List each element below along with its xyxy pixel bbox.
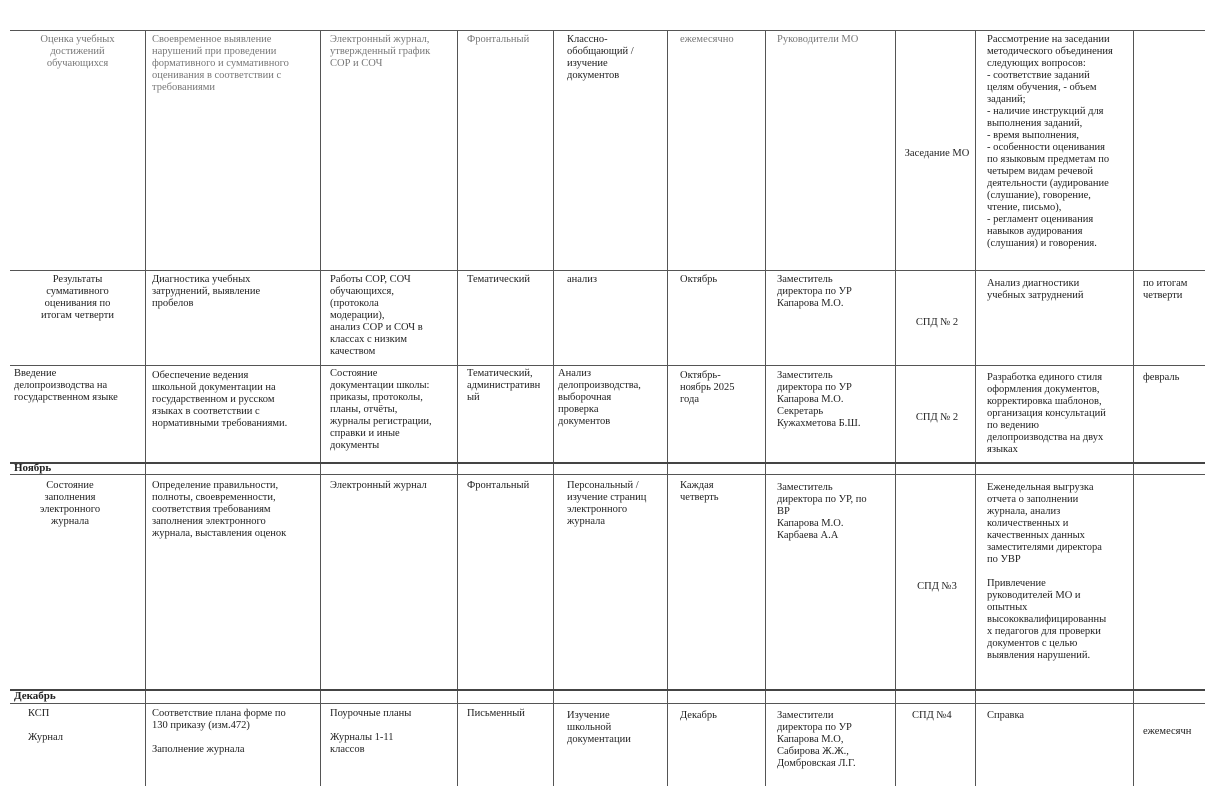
cell-period: Декабрь bbox=[680, 710, 717, 721]
cell-extra: февраль bbox=[1143, 372, 1180, 383]
cell-object: Поурочные планы Журналы 1-11 классов bbox=[330, 708, 412, 755]
row-divider bbox=[10, 30, 1205, 31]
cell-result: Рассмотрение на заседании методического объединения следующих вопросов: - соответствие заданий целям обучения, - объем заданий; - наличие инструкций для выполнения заданий, - время выполнения, - особенности оценивания по языковым предметам по четырем видам речевой деятельности (аудирование (слушание), говорение, чтение, письмо), - регламент оценивания навыков аудирования (слушания) и говорения. bbox=[987, 34, 1113, 249]
column-divider bbox=[320, 30, 321, 786]
cell-topic: Состояние заполнения электронного журнала bbox=[39, 480, 101, 527]
row-divider bbox=[10, 689, 1205, 691]
cell-period: Каждая четверть bbox=[680, 480, 719, 503]
row-divider bbox=[10, 474, 1205, 475]
cell-object: Работы СОР, СОЧ обучающихся, (протокола модерации), анализ СОР и СОЧ в классах с низким качеством bbox=[330, 274, 423, 357]
cell-object: Электронный журнал, утвержденный график СОР и СОЧ bbox=[330, 34, 431, 69]
cell-object: Электронный журнал bbox=[330, 480, 427, 491]
cell-responsible: Заместитель директора по УР Капарова М.О. Секретарь Кужахметова Б.Ш. bbox=[777, 370, 861, 429]
column-divider bbox=[895, 30, 896, 786]
cell-type: Тематический bbox=[467, 274, 531, 285]
cell-topic: КСП Журнал bbox=[28, 708, 64, 743]
month-header-december: Декабрь bbox=[14, 690, 56, 702]
cell-object: Состояние документации школы: приказы, протоколы, планы, отчёты, журналы регистрации, справки и иные документы bbox=[330, 368, 432, 451]
cell-type: Фронтальный bbox=[467, 480, 530, 491]
cell-topic: Результаты суммативного оценивания по итогам четверти bbox=[41, 274, 114, 321]
row-divider bbox=[10, 270, 1205, 271]
column-divider bbox=[553, 30, 554, 786]
cell-result: Анализ диагностики учебных затруднений bbox=[987, 278, 1084, 301]
cell-topic: Введение делопроизводства на государственном языке bbox=[14, 368, 118, 403]
cell-goal: Своевременное выявление нарушений при проведении формативного и суммативного оценивания в соответствии с требованиями bbox=[152, 34, 289, 93]
cell-goal: Диагностика учебных затруднений, выявление пробелов bbox=[152, 274, 261, 309]
cell-method: Персональный / изучение страниц электронного журнала bbox=[567, 480, 647, 527]
cell-method: Классно- обобщающий / изучение документов bbox=[567, 34, 634, 81]
cell-period: Октябрь bbox=[680, 274, 718, 285]
cell-responsible: Заместитель директора по УР Капарова М.О. bbox=[777, 274, 852, 309]
cell-topic: Оценка учебных достижений обучающихся bbox=[40, 34, 115, 69]
row-divider bbox=[10, 703, 1205, 704]
cell-responsible: Заместители директора по УР Капарова М.О, Сабирова Ж.Ж., Домбровская Л.Г. bbox=[777, 710, 856, 769]
cell-goal: Соответствие плана форме по 130 приказу (изм.472) Заполнение журнала bbox=[152, 708, 286, 755]
cell-review: СПД №4 bbox=[912, 710, 952, 721]
cell-responsible: Заместитель директора по УР, по ВР Капарова М.О. Карбаева А.А bbox=[777, 482, 867, 541]
cell-type: Фронтальный bbox=[467, 34, 530, 45]
column-divider bbox=[975, 30, 976, 786]
cell-period: ежемесячно bbox=[680, 34, 734, 45]
cell-result: Еженедельная выгрузка отчета о заполнении журнала, анализ количественных и качественных данных заместителями директора по УВР Привлечение руководителей МО и опытных высококвалифицированны х педагогов для проверки документов с целью выявления нарушений. bbox=[987, 482, 1107, 661]
column-divider bbox=[765, 30, 766, 786]
cell-method: Анализ делопроизводства, выборочная проверка документов bbox=[558, 368, 641, 427]
cell-responsible: Руководители МО bbox=[777, 34, 859, 45]
column-divider bbox=[667, 30, 668, 786]
column-divider bbox=[145, 30, 146, 786]
cell-extra: по итогам четверти bbox=[1143, 278, 1188, 301]
cell-review: СПД № 2 bbox=[915, 412, 959, 423]
cell-period: Октябрь- ноябрь 2025 года bbox=[680, 370, 735, 405]
row-divider bbox=[10, 365, 1205, 366]
cell-goal: Определение правильности, полноты, своевременности, соответствия требованиям заполнения электронного журнала, выставления оценок bbox=[152, 480, 287, 539]
cell-review: СПД № 2 bbox=[915, 317, 959, 328]
column-divider bbox=[1133, 30, 1134, 786]
cell-result: Справка bbox=[987, 710, 1025, 721]
cell-extra: ежемесячн bbox=[1143, 726, 1192, 737]
row-divider bbox=[10, 462, 1205, 464]
column-divider bbox=[457, 30, 458, 786]
cell-review: СПД №3 bbox=[917, 581, 957, 592]
month-header-november: Ноябрь bbox=[14, 462, 52, 474]
cell-method: анализ bbox=[567, 274, 598, 285]
cell-goal: Обеспечение ведения школьной документации на государственном и русском языках в соответствии с нормативными требованиями. bbox=[152, 370, 288, 429]
cell-result: Разработка единого стиля оформления документов, корректировка шаблонов, организация консультаций по ведению делопроизводства на двух языках bbox=[987, 372, 1106, 455]
cell-type: Тематический, административн ый bbox=[467, 368, 541, 403]
cell-review: Заседание МО bbox=[904, 148, 970, 159]
cell-method: Изучение школьной документации bbox=[567, 710, 631, 745]
cell-type: Письменный bbox=[467, 708, 525, 719]
